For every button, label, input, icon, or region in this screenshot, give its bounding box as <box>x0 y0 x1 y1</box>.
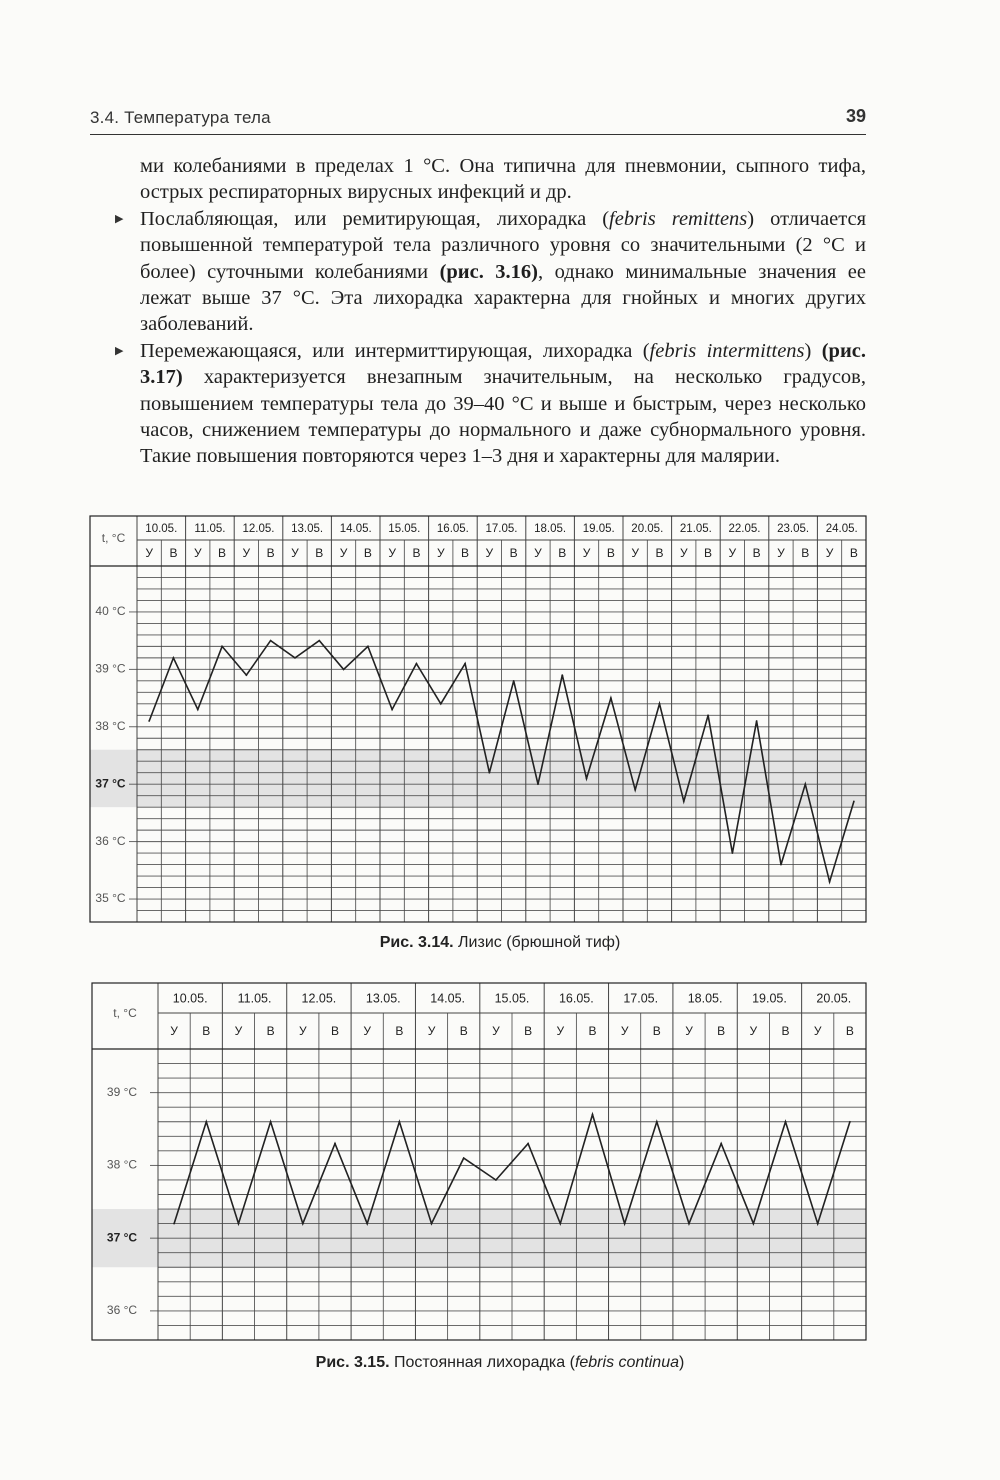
time-of-day-label: В <box>330 1024 340 1039</box>
time-of-day-label: У <box>299 1024 307 1039</box>
time-of-day-label: В <box>655 546 664 561</box>
date-label: 11.05. <box>237 991 272 1006</box>
temperature-point <box>804 783 806 785</box>
date-label: 15.05. <box>494 991 530 1006</box>
bullet-icon: ▶ <box>115 343 124 357</box>
temperature-point <box>488 772 490 774</box>
date-label: 14.05. <box>430 991 466 1006</box>
y-tick-label: 37 °С <box>106 1230 138 1245</box>
y-tick-label: 39 °С <box>106 1084 138 1099</box>
temperature-point <box>527 1143 529 1145</box>
time-of-day-label: У <box>777 546 785 561</box>
latin-term: febris intermittens <box>649 339 805 362</box>
date-label: 21.05. <box>679 523 712 536</box>
date-label: 19.05. <box>582 523 615 536</box>
date-label: 22.05. <box>728 523 761 536</box>
temperature-point <box>302 1223 304 1225</box>
time-of-day-label: У <box>534 546 542 561</box>
y-tick-label: 37 °С <box>95 776 126 791</box>
bullet-text: Послабляющая, или ремитирующая, лихорадка ( <box>140 207 610 230</box>
y-tick-label: 38 °С <box>106 1157 138 1172</box>
time-of-day-label: У <box>388 546 396 561</box>
temperature-point <box>416 663 418 665</box>
temperature-point <box>366 1223 368 1225</box>
temperature-point <box>398 1121 400 1123</box>
time-of-day-label: У <box>436 546 445 561</box>
date-label: 10.05. <box>172 991 208 1006</box>
latin-term: febris remittens <box>609 207 748 230</box>
y-tick-label: 36 °С <box>106 1303 138 1318</box>
time-of-day-label: В <box>845 1024 854 1039</box>
y-tick-label: 38 °С <box>95 718 126 733</box>
time-of-day-label: В <box>363 546 372 561</box>
temperature-point <box>495 1179 497 1181</box>
y-tick-label: 35 °С <box>95 891 126 906</box>
figure1-caption <box>0 934 1000 952</box>
date-label: 10.05. <box>145 523 178 536</box>
temperature-point <box>817 1223 819 1225</box>
date-label: 12.05. <box>301 991 337 1006</box>
date-label: 17.05. <box>485 523 518 536</box>
date-label: 20.05. <box>631 523 664 536</box>
figure-reference: (рис. 3.17) <box>140 339 866 389</box>
time-of-day-label: В <box>752 546 761 561</box>
time-of-day-label: В <box>588 1024 597 1039</box>
caption-text: ) <box>679 1354 685 1371</box>
time-of-day-label: В <box>315 546 324 561</box>
caption-text: Лизис (брюшной тиф) <box>453 934 621 951</box>
time-of-day-label: У <box>679 546 688 561</box>
caption-latin: febris continua <box>574 1354 679 1371</box>
y-tick-label: 39 °С <box>95 661 126 676</box>
date-label: 13.05. <box>291 523 324 536</box>
time-of-day-label: У <box>485 546 494 561</box>
temperature-point <box>148 720 150 722</box>
time-of-day-label: У <box>825 546 834 561</box>
date-label: 17.05. <box>623 991 659 1006</box>
time-of-day-label: В <box>266 546 275 561</box>
time-of-day-label: У <box>193 546 202 561</box>
temperature-point <box>431 1223 433 1225</box>
figure2-caption <box>0 1354 1000 1372</box>
temperature-point <box>707 714 709 716</box>
time-of-day-label: В <box>558 546 567 561</box>
temperature-point <box>849 1121 851 1123</box>
temperature-point <box>659 703 661 705</box>
bullet-text: Перемежающаяся, или интермиттирующая, лихорадка ( <box>140 339 650 362</box>
time-of-day-label: У <box>813 1024 822 1039</box>
time-of-day-label: У <box>685 1024 693 1039</box>
time-of-day-label: В <box>218 546 227 561</box>
temperature-point <box>634 789 636 791</box>
date-label: 19.05. <box>752 991 787 1006</box>
temperature-point <box>656 1121 658 1123</box>
date-label: 13.05. <box>365 991 401 1006</box>
temperature-point <box>752 1223 754 1225</box>
temperature-point <box>829 881 831 883</box>
time-of-day-label: У <box>242 546 251 561</box>
temperature-point <box>270 1121 272 1123</box>
chart-lysis <box>90 516 866 922</box>
temperature-point <box>731 852 733 854</box>
caption-text: Постоянная лихорадка ( <box>389 1354 575 1371</box>
temperature-point <box>586 778 588 780</box>
bullet-icon: ▶ <box>115 211 124 225</box>
temperature-point <box>464 663 466 665</box>
temperature-point <box>463 1157 465 1159</box>
bullet-text: , однако минимальные значения ее лежат выше 37 °С. Эта лихорадка характерна для гнойных и многих других заболеваний. <box>140 260 866 336</box>
time-of-day-label: В <box>412 546 421 561</box>
temperature-point <box>294 657 296 659</box>
temperature-point <box>561 674 563 676</box>
time-of-day-label: У <box>582 546 591 561</box>
temperature-point <box>513 680 515 682</box>
time-of-day-label: У <box>556 1024 565 1039</box>
time-of-day-label: В <box>652 1024 661 1039</box>
time-of-day-label: У <box>620 1024 629 1039</box>
time-of-day-label: В <box>524 1024 533 1039</box>
temperature-point <box>391 709 393 711</box>
date-label: 14.05. <box>339 523 372 536</box>
date-label: 18.05. <box>687 991 723 1006</box>
date-label: 24.05. <box>825 523 858 536</box>
time-of-day-label: У <box>631 546 639 561</box>
temperature-point <box>318 640 320 642</box>
time-of-day-label: В <box>395 1024 404 1039</box>
temperature-point <box>197 709 199 711</box>
y-tick-label: 36 °С <box>95 833 126 848</box>
time-of-day-label: У <box>749 1024 758 1039</box>
date-label: 12.05. <box>242 523 275 536</box>
temperature-point <box>221 645 223 647</box>
date-label: 18.05. <box>534 523 567 536</box>
temperature-point <box>720 1143 722 1145</box>
page-number: 39 <box>845 106 866 126</box>
time-of-day-label: У <box>363 1024 371 1039</box>
caption-number: Рис. 3.15. <box>315 1354 390 1371</box>
time-of-day-label: В <box>801 546 810 561</box>
time-of-day-label: У <box>234 1024 243 1039</box>
time-of-day-label: В <box>717 1024 726 1039</box>
temperature-point <box>624 1223 626 1225</box>
temperature-point <box>367 645 369 647</box>
temperature-point <box>245 674 247 676</box>
bullet-text: ) отличается повышенной температурой тела различного уровня со значительными (2 °С и более) суточными колебаниями <box>140 207 866 283</box>
time-of-day-label: В <box>509 546 518 561</box>
caption-number: Рис. 3.14. <box>379 934 454 951</box>
time-of-day-label: В <box>781 1024 790 1039</box>
time-of-day-label: У <box>427 1024 436 1039</box>
time-of-day-label: В <box>461 546 470 561</box>
temperature-point <box>205 1121 207 1123</box>
time-of-day-label: У <box>339 546 348 561</box>
temperature-point <box>683 801 685 803</box>
time-of-day-label: В <box>169 546 178 561</box>
time-of-day-label: В <box>849 546 858 561</box>
time-of-day-label: В <box>606 546 615 561</box>
temperature-point <box>559 1223 561 1225</box>
bullet-text: характеризуется внезапным значительным, на несколько градусов, повышением температуры тела до 39–40 °С и выше и быстрым, через несколько часов, снижением температуры до нормального и даже субнормального уровня. Такие повышения повторяются через 1–3 дня и характерны для малярии. <box>140 366 866 468</box>
temperature-point <box>785 1121 787 1123</box>
date-label: 16.05. <box>558 991 594 1006</box>
time-of-day-label: У <box>291 546 299 561</box>
temperature-point <box>270 640 272 642</box>
paragraph-continuation: ми колебаниями в пределах 1 °С. Она типична для пневмонии, сыпного тифа, острых респираторных вирусных инфекций и др. <box>140 155 866 204</box>
temperature-point <box>440 703 442 705</box>
y-tick-label: 40 °С <box>95 604 126 619</box>
temperature-point <box>853 801 855 803</box>
temperature-point <box>592 1114 594 1116</box>
date-label: 20.05. <box>816 991 852 1006</box>
temperature-point <box>173 657 175 659</box>
bullet-text: ) <box>804 339 822 362</box>
temperature-point <box>610 697 612 699</box>
temperature-point <box>780 864 782 866</box>
time-of-day-label: В <box>202 1024 211 1039</box>
temperature-point <box>343 668 345 670</box>
temperature-point <box>334 1143 336 1145</box>
temperature-point <box>537 783 539 785</box>
figure-reference: (рис. 3.16) <box>439 260 538 283</box>
y-axis-title: t, °C <box>101 531 126 546</box>
time-of-day-label: У <box>492 1024 500 1039</box>
temperature-point <box>688 1223 690 1225</box>
date-label: 16.05. <box>436 523 469 536</box>
time-of-day-label: В <box>704 546 713 561</box>
time-of-day-label: У <box>145 546 153 561</box>
time-of-day-label: У <box>728 546 737 561</box>
date-label: 15.05. <box>388 523 421 536</box>
y-axis-title: t, °C <box>113 1006 137 1021</box>
date-label: 23.05. <box>777 523 810 536</box>
section-title: 3.4. Температура тела <box>90 108 271 127</box>
date-label: 11.05. <box>194 523 226 536</box>
temperature-point <box>238 1223 240 1225</box>
temperature-point <box>173 1223 175 1225</box>
time-of-day-label: В <box>266 1024 275 1039</box>
time-of-day-label: В <box>459 1024 468 1039</box>
time-of-day-label: У <box>170 1024 178 1039</box>
temperature-point <box>756 720 758 722</box>
